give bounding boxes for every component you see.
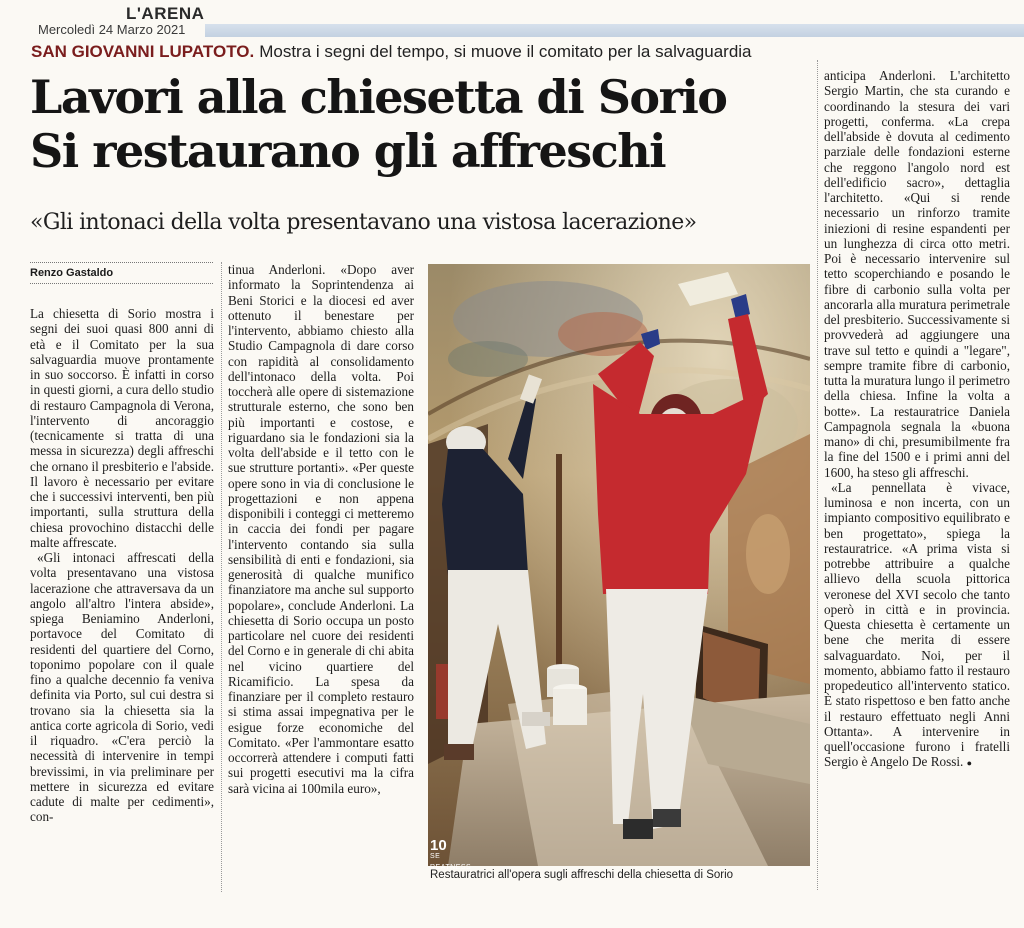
- article-paragraph: La chiesetta di Sorio mostra i segni dei suoi quasi 800 anni di età e il Comitato per la sua salvaguardia muove prontamente in suo soccorso. È infatti in corso in questi giorni, a cura dello studio di restauro Campagnola di Verona, l'intervento di ancoraggio (tecnicamente si tratta di una messa in sicurezza) degli affreschi che ornano il presbiterio e l'abside. Il lavoro è necessario per evitare che i successivi interventi, ben più importanti, sulla struttura della chiesa provochino distacchi delle malte affrescate.: [30, 306, 214, 550]
- byline: Renzo Gastaldo: [30, 267, 213, 284]
- column-divider: [817, 60, 818, 890]
- article-paragraph: tinua Anderloni. «Dopo aver informato la Soprintendenza ai Beni Storici e la diocesi ed aver ottenuto il benestare per l'intervento, abbiamo chiesto alla Studio Campagnola di dare corso con rapidità al consolidamento dell'intonaco della volta. Poi toccherà alle opere di sistemazione strutturale esterno, che sono ben più importanti e costose, e riguardano sia le fondazioni sia la volta dell'abside e il tetto con le sue strutture portanti». «Per queste opere sono in via di conclusione le progettazioni e non appena disponibili i conteggi ci metteremo in caccia dei fondi per pagare l'intervento contando sia sulla sensibilità di enti e fondazioni, sia generosità di qualche munifico finanziatore ma anche sul supporto popolare», conclude Anderloni. La chiesetta di Sorio occupa un posto particolare nel cuore dei residenti del Corno e in generale di chi abita nel vicino quartiere del Ricamificio. La spesa da finanziare per il completo restauro si stima assai impegnativa per le esigue forze economiche del Comitato. «Per l'ammontare esatto occorrerà attendere i computi fatti sui progetti esecutivi ma la cifra sarà vicina ai 100mila euro»,: [228, 262, 414, 796]
- issue-date: Mercoledì 24 Marzo 2021: [38, 22, 186, 37]
- article-column-1: [30, 306, 214, 896]
- kicker: [31, 42, 821, 62]
- headline: [30, 70, 800, 178]
- article-column-3: [824, 68, 1010, 888]
- subheadline: «Gli intonaci della volta presentavano una vistosa lacerazione»: [30, 210, 697, 235]
- byline-rule: [30, 262, 213, 263]
- restoration-photo: [428, 264, 810, 866]
- article-paragraph: [824, 480, 1010, 772]
- photo-credit-number: 10: [430, 837, 447, 854]
- article-column-2: [228, 262, 414, 894]
- closing-paragraph-text: «La pennellata è vivace, luminosa e non incerta, con un impianto compositivo equilibrato e ben progettato», spiega la restauratrice. «A prima vista si potrebbe attribuire a qualche allievo della scuola pittorica veronese del XVI secolo che tanto operò in città e in provincia. Questa chiesetta è certamente un bene che merita di essere salvaguardato. Noi, per il momento, abbiamo fatto il restauro propedeutico all'intervento statico. È stato rispettoso e ben fatto anche il restauro effettuato negli Anni Ottanta». A intervenire in quell'occasione furono i fratelli Sergio è Angelo De Rossi.: [824, 479, 1010, 770]
- photo-credit-text: SE REATNESS: [430, 853, 472, 871]
- column-divider: [221, 262, 222, 892]
- kicker-place: SAN GIOVANNI LUPATOTO.: [31, 42, 255, 61]
- masthead-band: [205, 24, 1024, 37]
- kicker-text: Mostra i segni del tempo, si muove il comitato per la salvaguardia: [259, 42, 752, 61]
- newspaper-name: L'ARENA: [126, 4, 205, 23]
- headline-line-2: Si restaurano gli affreschi: [30, 124, 666, 178]
- article-paragraph: anticipa Anderloni. L'architetto Sergio Martin, che sta curando e coordinando la stesura dei vari progetti, conferma. «La crepa dell'abside è dovuta al cedimento parziale delle fondazioni esterne che reggono l'angolo nord est dell'edificio sacro», dettaglia l'architetto. «Qui si rende necessario un rinforzo tramite iniezioni di resine espandenti per un lunghezza di circa otto metri. Poi è necessario intervenire sul tetto scoperchiando e posando le fibre di carbonio sulla volta per ancorarla alla muratura perimetrale del presbiterio. Successivamente si provvederà ad aggiungere una trave sul tetto e quindi a "legare", sempre tramite fibre di carbonio, tutta la muratura lungo il perimetro della chiesa. Infine la volta a botte». La restauratrice Daniela Campagnola segnala la «buona mano» di chi, presumibilmente fra la fine del 1500 e i primi anni del 1600, ha steso gli affreschi.: [824, 68, 1010, 480]
- article-paragraph: «Gli intonaci affrescati della volta presentavano una vistosa lacerazione che attraversava da un angolo all'altro l'intera abside», spiega Beniamino Anderloni, portavoce del Comitato di residenti del quartiere del Corno, toponimo popolare con il quale fino a qualche decennio fa veniva definita via Porto, sul cui destra si trovano sia la chiesetta sia la antica corte agricola di Sorio, vedi il riquadro. «C'era perciò la necessità di intervenire in tempi brevissimi, in via preliminare per mettere in sicurezza ed evitare cadute di malte per cedimenti», con-: [30, 550, 214, 825]
- photo-caption: Restauratrici all'opera sugli affreschi della chiesetta di Sorio: [430, 869, 734, 881]
- end-of-article-mark: ●: [966, 758, 973, 769]
- headline-line-1: Lavori alla chiesetta di Sorio: [30, 70, 727, 124]
- restorers-on-scaffold-image: [428, 264, 810, 866]
